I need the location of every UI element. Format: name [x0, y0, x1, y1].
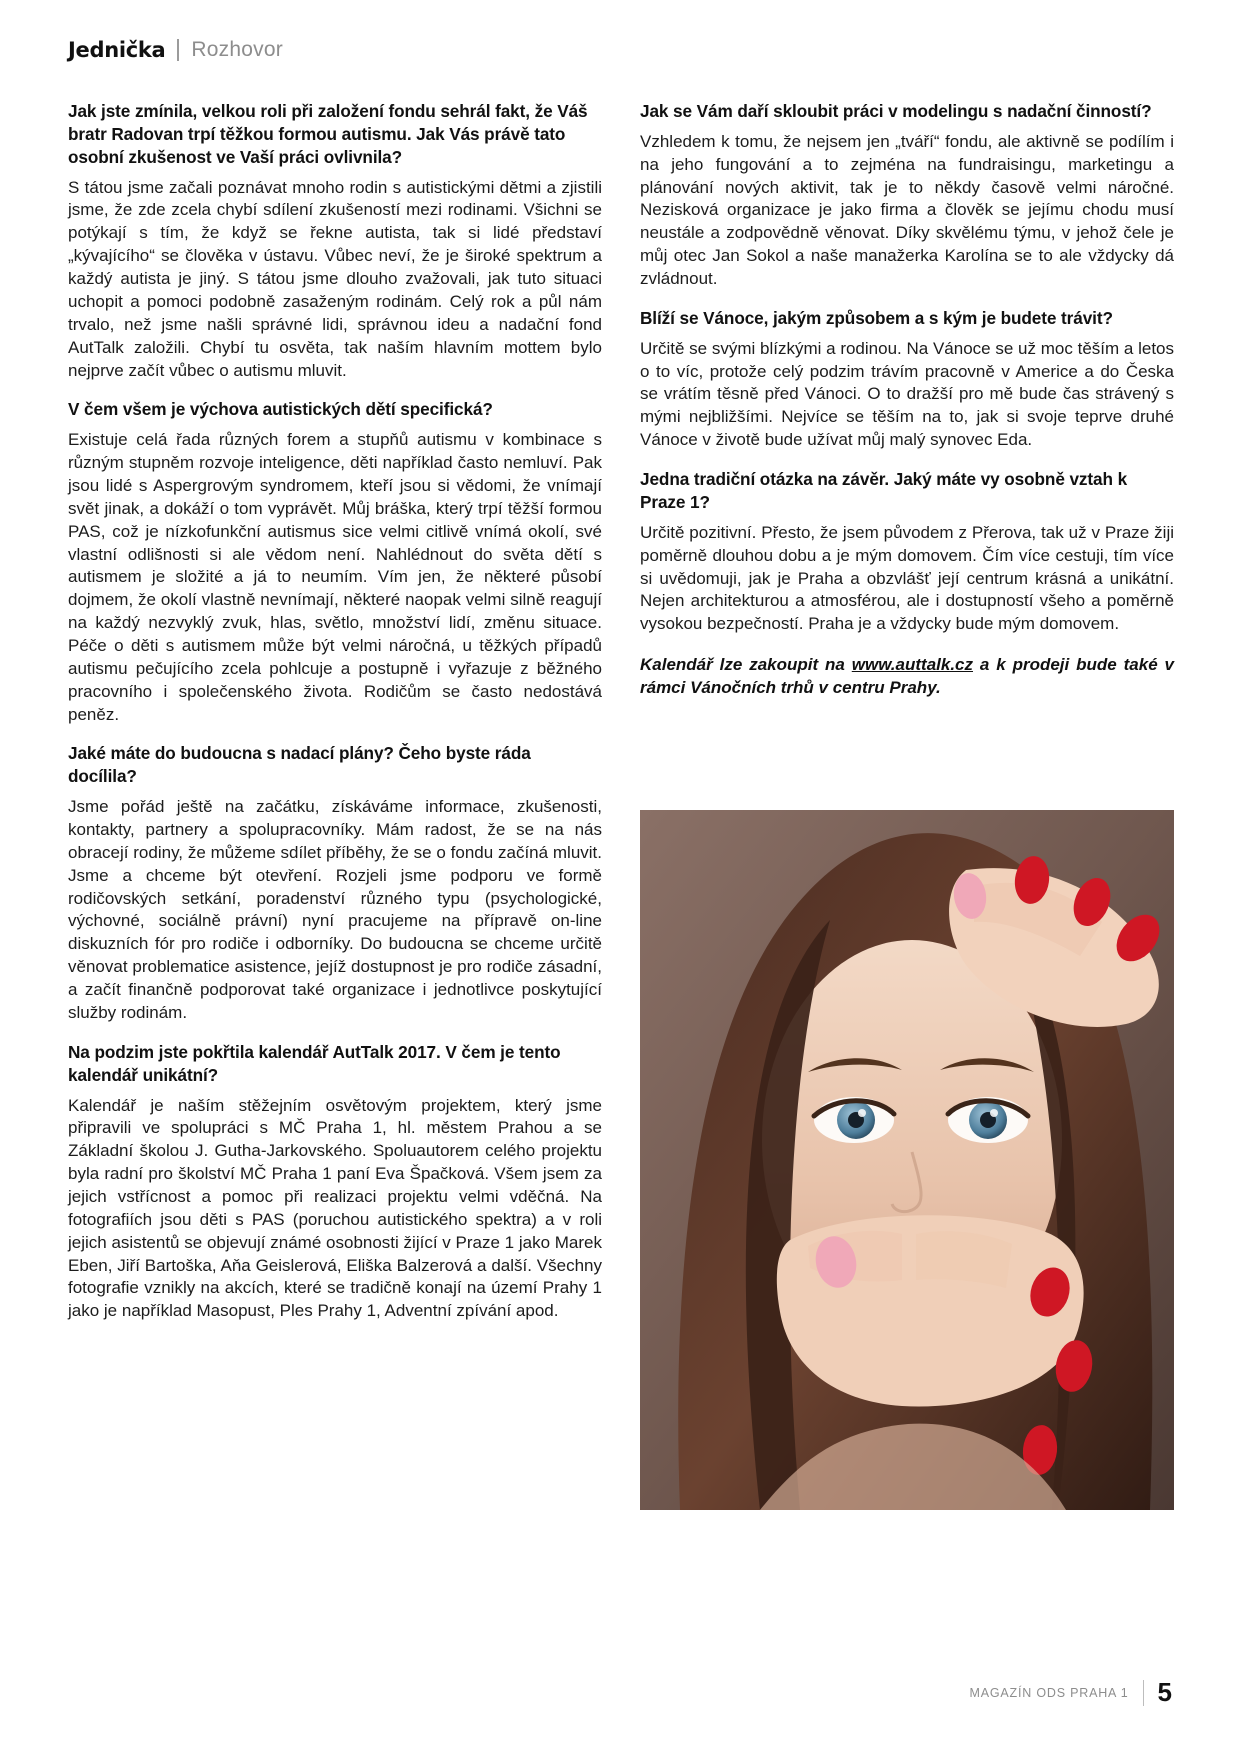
interview-answer: Určitě se svými blízkými a rodinou. Na Vánoce se už moc těším a letos o to víc, protože celý podzim trávím pracovně v Americe a do Česka se vrátím těsně před Vánoci. O to dražší pro mě bude čas strávený s mými nejbližšími. Nejvíce se těším na to, jak si svoje teprve druhé Vánoce v životě bude užívat můj malý synovec Eda.	[640, 338, 1174, 450]
page-number: 5	[1157, 1677, 1172, 1707]
portrait-photo	[640, 810, 1174, 1510]
footer-divider	[1143, 1680, 1144, 1706]
interview-question: Jak jste zmínila, velkou roli při založení fondu sehrál fakt, že Váš bratr Radovan trpí těžkou formou autismu. Jak Vás právě tato osobní zkušenost ve Vaší práci ovlivnila?	[68, 101, 588, 167]
interview-question: Jaké máte do budoucna s nadací plány? Čeho byste ráda docílila?	[68, 743, 531, 787]
interview-question: Na podzim jste pokřtila kalendář AutTalk 2017. V čem je tento kalendář unikátní?	[68, 1041, 561, 1085]
interview-answer: Kalendář je naším stěžejním osvětovým projektem, který jsme připravili ve spolupráci s MČ Praha 1, hl. městem Prahou a se Základní školou J. Gutha-Jarkovského. Spoluautorem celého projektu byla radní pro školství MČ Praha 1 paní Eva Špačková. Všem jsem za jejich vstřícnost a pomoc při realizaci projektu velmi vděčná. Na fotografiích jsou děti s PAS (poruchou autistického spektra) a v roli jejich asistentů se objevují známé osobnosti žijící v Praze 1 jako Marek Eben, Jiří Bartoška, Aňa Geislerová, Eliška Balzerová a další. Všechny fotografie vznikly na akcích, které se tradičně konají na území Prahy 1 jako je například Masopust, Ples Prahy 1, Adventní zpívání apod.	[68, 1095, 602, 1321]
interview-answer: S tátou jsme začali poznávat mnoho rodin s autistickými dětmi a zjistili jsme, že zde zcela chybí sdílení zkušeností mezi rodinami. Všichni se potýkají s tím, že když se řekne autista, tak si lidé představí „kývajícího“ se člověka v ústavu. Vůbec neví, že je široké spektrum a každý autista je jiný. S tátou jsme dlouho zvažovali, jak tuto situaci uchopit a pomoci podobně zasaženým rodinám. Celý rok a půl nám trvalo, než jsme našli správné lidi, správnou ideu a nadační fond AutTalk založili. Chybí tu osvěta, tak naším hlavním mottem bylo nejprve začít vůbec o autismu mluvit.	[68, 177, 602, 380]
calendar-note	[640, 654, 1174, 700]
interview-answer: Jsme pořád ještě na začátku, získáváme informace, zkušenosti, kontakty, partnery a spolupracovníky. Mám radost, že se na nás obracejí rodiny, že můžeme sdílet příběhy, že se o fondu začíná mluvit. Jsme a chceme být otevření. Rozjeli jsme podporu ve formě rodičovských setkání, poradenství různého typu (psychologické, výchovné, sociálně právní) nyní pracujeme na přípravě on-line diskuzních fór pro rodiče i odborníky. Do budoucna se chceme určitě věnovat problematice asistence, jejíž dostupnost je pro rodiče zásadní, a začít finančně podporovat také organizace i jednotlivce poskytující služby rodinám.	[68, 797, 602, 1022]
interview-question: V čem všem je výchova autistických dětí specifická?	[68, 399, 493, 420]
interview-answer: Určitě pozitivní. Přesto, že jsem původem z Přerova, tak už v Praze žiji poměrně dlouhou dobu a je mým domovem. Čím více cestuji, tím více si uvědomuji, jak je Praha a obzvlášť její centrum krásná a unikátní. Nejen architekturou a atmosférou, ale i dostupností všeho a poměrně vysokou bezpečností. Praha je a vždycky bude mým domovem.	[640, 522, 1174, 634]
interview-answer: Vzhledem k tomu, že nejsem jen „tváří“ fondu, ale aktivně se podílím i na jeho fungování a to zejména na fundraisingu, marketingu a plánování nových aktivit, tak je to někdy časově velmi náročné. Nezisková organizace je jako firma a člověk se jejímu chodu musí neustále a zodpovědně věnovat. Díky skvělému týmu, v jehož čele je můj otec Jan Sokol a naše manažerka Karolína se to ale vždycky dá zvládnout.	[640, 131, 1174, 289]
auttalk-link[interactable]: www.auttalk.cz	[851, 655, 973, 675]
calendar-note-suffix: a k prodeji bude také v rámci Vánočních trhů v centru Prahy.	[640, 655, 1174, 697]
interview-question: Jak se Vám daří skloubit práci v modelingu s nadační činností?	[640, 101, 1152, 121]
brand-title: Jednička	[68, 38, 166, 62]
interview-question: Blíží se Vánoce, jakým způsobem a s kým je budete trávit?	[640, 307, 1113, 328]
masthead-divider	[177, 39, 179, 61]
portrait-illustration	[640, 810, 1174, 1510]
section-title: Rozhovor	[191, 38, 283, 61]
interview-answer: Existuje celá řada různých forem a stupňů autismu v kombinace s různým stupněm rozvoje inteligence, děti například často nemluví. Pak jsou lidé s Aspergrovým syndromem, kteří jsou si vědomi, že vnímají svět jinak, a dokáží o tom vyprávět. Můj bráška, který trpí těžší formou PAS, což je nízkofunkční autismus sice velmi citlivě vnímá okolí, své vlastní odlišnosti si ale vědom není. Nahlédnout do světa dětí s autismem je složité a já to neumím. Vím jen, že některé působí dojmem, že okolí vlastně nevnímají, některé naopak velmi silně reagují na každý nezvyklý zvuk, hlas, světlo, množství lidí, změnu situace. Péče o děti s autismem může být velmi náročná, u těžkých případů autismu pečujícího zcela pohlcuje a postupně i vyřazuje z běžného pracovního i společenského života. Rodičům se často nedostává peněz.	[68, 430, 602, 724]
masthead	[68, 38, 283, 62]
page-footer	[970, 1677, 1172, 1708]
interview-question: Jedna tradiční otázka na závěr. Jaký máte vy osobně vztah k Praze 1?	[640, 469, 1128, 512]
calendar-note-prefix: Kalendář lze zakoupit na	[640, 655, 852, 675]
magazine-name: MAGAZÍN ODS PRAHA 1	[969, 1685, 1129, 1700]
left-column	[68, 100, 602, 1323]
